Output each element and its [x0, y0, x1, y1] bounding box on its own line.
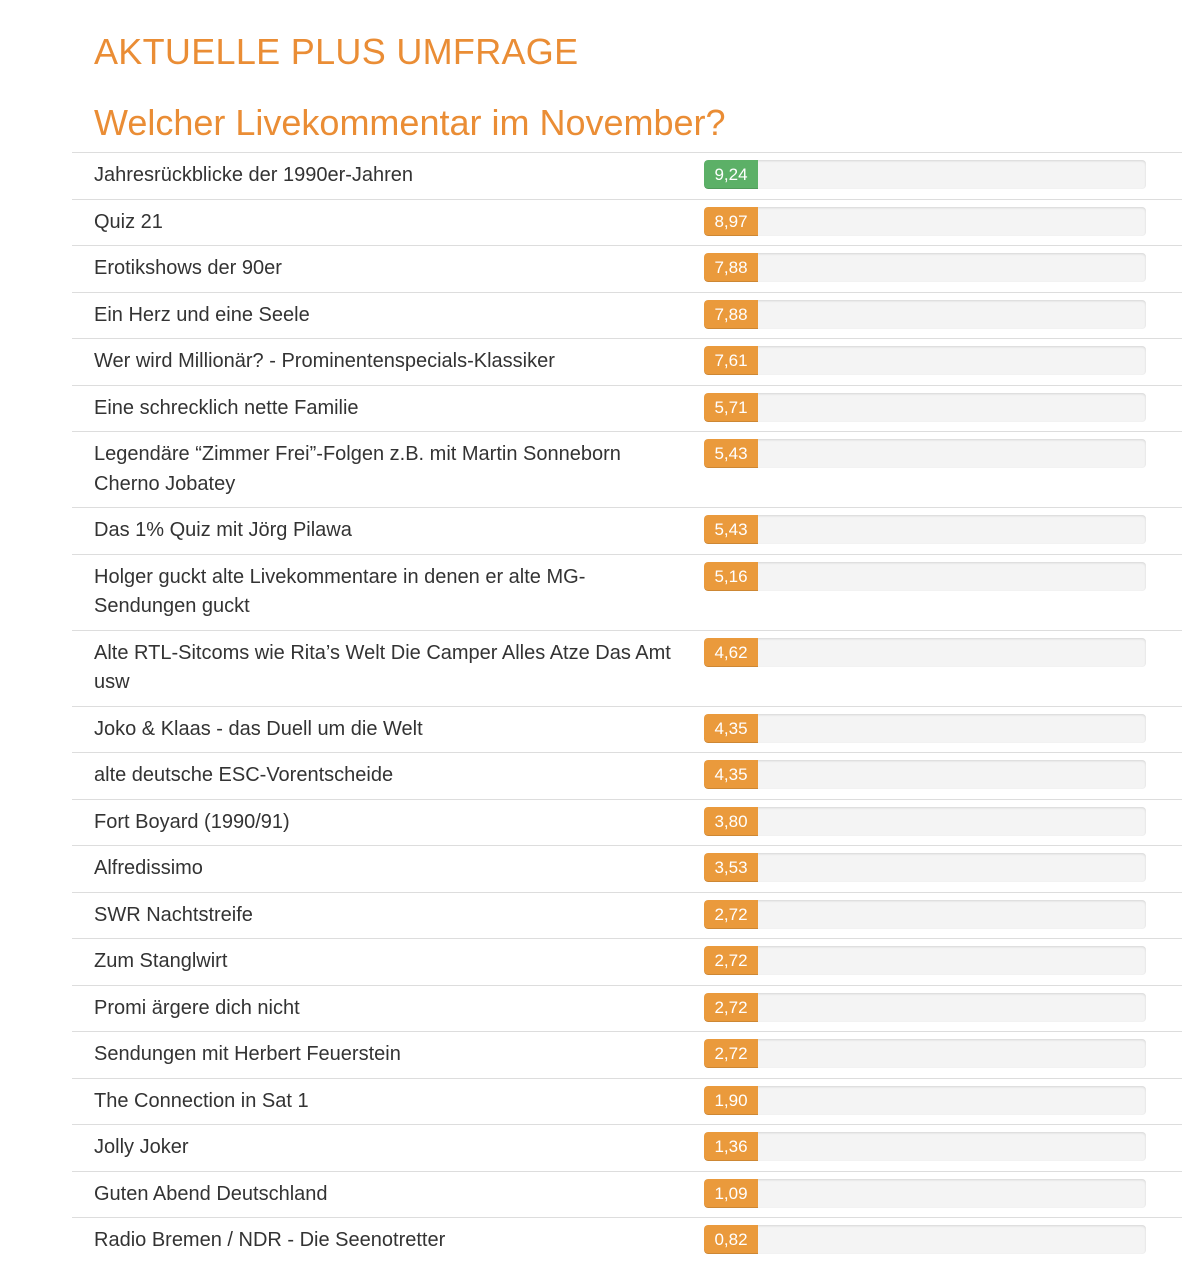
poll-option-row: [72, 892, 1182, 939]
poll-option-row: [72, 799, 1182, 846]
poll-option-label: Alfredissimo: [94, 857, 203, 879]
poll-option-label: Sendungen mit Herbert Feuerstein: [94, 1043, 401, 1065]
progress-bar-track: [704, 439, 1146, 468]
poll-option-row: [72, 339, 1182, 386]
poll-option-label: Zum Stanglwirt: [94, 950, 228, 972]
poll-option-label: Legendäre “Zimmer Frei”-Folgen z.B. mit Martin Sonneborn Cherno Jobatey: [94, 443, 621, 495]
poll-option-row: [72, 153, 1182, 200]
poll-option-percentage: 4,35: [714, 718, 748, 738]
poll-option-bar-cell: [704, 199, 1182, 246]
poll-option-percentage: 4,35: [714, 765, 748, 784]
progress-bar-track: [704, 993, 1146, 1022]
poll-option-row: [72, 385, 1182, 432]
poll-option-row: [72, 554, 1182, 630]
poll-option-row: [72, 508, 1182, 555]
poll-option-row: [72, 292, 1182, 339]
poll-option-row: [72, 630, 1182, 706]
poll-option-bar-cell: [704, 1218, 1182, 1264]
poll-option-bar-cell: [704, 985, 1182, 1032]
progress-bar-track: [704, 1179, 1146, 1208]
progress-bar-track: [704, 638, 1146, 667]
poll-option-bar-cell: [704, 246, 1182, 293]
poll-option-row: [72, 753, 1182, 800]
poll-question: Welcher Livekommentar im November?: [94, 102, 726, 143]
poll-option-percentage: 2,72: [714, 997, 748, 1017]
progress-bar-track: [704, 160, 1146, 189]
poll-option-label: Wer wird Millionär? - Prominentenspecials-Klassiker: [94, 350, 555, 372]
poll-option-row: [72, 1218, 1182, 1264]
poll-option-label: Eine schrecklich nette Familie: [94, 396, 359, 419]
poll-option-row: [72, 432, 1182, 508]
poll-option-label: Erotikshows der 90er: [94, 257, 282, 279]
progress-bar-track: [704, 562, 1146, 591]
poll-option-label: Radio Bremen / NDR - Die Seenotretter: [94, 1229, 446, 1251]
poll-option-row: [72, 939, 1182, 986]
poll-option-row: [72, 1125, 1182, 1172]
progress-bar-track: [704, 1086, 1146, 1115]
poll-option-percentage: 3,53: [714, 858, 748, 877]
poll-results-table: [72, 152, 1182, 1264]
poll-option-percentage: 2,72: [714, 951, 748, 970]
poll-option-bar-cell: [704, 339, 1182, 386]
poll-option-percentage: 5,71: [714, 397, 748, 417]
poll-option-bar-cell: [704, 799, 1182, 846]
progress-bar-track: [704, 946, 1146, 975]
poll-option-percentage: 7,61: [714, 351, 748, 370]
poll-option-percentage: 2,72: [714, 1044, 748, 1063]
poll-option-label: Ein Herz und eine Seele: [94, 303, 310, 326]
poll-option-row: [72, 1078, 1182, 1125]
poll-option-bar-cell: [704, 292, 1182, 339]
poll-option-label: SWR Nachtstreife: [94, 903, 253, 926]
progress-bar-track: [704, 760, 1146, 789]
poll-option-label: Quiz 21: [94, 210, 163, 233]
poll-option-row: [72, 985, 1182, 1032]
poll-option-bar-cell: [704, 1032, 1182, 1079]
poll-option-row: [72, 199, 1182, 246]
progress-bar-track: [704, 1132, 1146, 1161]
poll-option-percentage: 7,88: [714, 304, 748, 324]
poll-option-percentage: 4,62: [714, 642, 748, 662]
poll-option-label: Jolly Joker: [94, 1136, 189, 1158]
poll-option-label: alte deutsche ESC-Vorentscheide: [94, 764, 394, 786]
poll-option-percentage: 1,90: [714, 1090, 748, 1110]
poll-option-bar-cell: [704, 1078, 1182, 1125]
progress-bar-track: [704, 853, 1146, 882]
progress-bar-track: [704, 346, 1146, 375]
poll-option-bar-cell: [704, 508, 1182, 555]
poll-option-row: [72, 706, 1182, 753]
section-title: AKTUELLE PLUS UMFRAGE: [94, 31, 579, 72]
progress-bar-track: [704, 515, 1146, 544]
poll-option-percentage: 5,16: [714, 566, 748, 586]
progress-bar-track: [704, 393, 1146, 422]
poll-option-row: [72, 1032, 1182, 1079]
poll-option-label: Alte RTL-Sitcoms wie Rita’s Welt Die Camper Alles Atze Das Amt usw: [94, 641, 671, 693]
poll-option-percentage: 7,88: [714, 258, 748, 277]
progress-bar-track: [704, 714, 1146, 743]
poll-option-label: Das 1% Quiz mit Jörg Pilawa: [94, 519, 352, 541]
poll-option-percentage: 9,24: [714, 165, 748, 184]
poll-option-percentage: 3,80: [714, 811, 748, 831]
poll-option-bar-cell: [704, 892, 1182, 939]
poll-option-percentage: 5,43: [714, 444, 748, 463]
poll-option-row: [72, 1171, 1182, 1218]
poll-option-label: Guten Abend Deutschland: [94, 1182, 328, 1205]
progress-bar-track: [704, 1225, 1146, 1254]
poll-option-label: Fort Boyard (1990/91): [94, 810, 290, 833]
poll-option-row: [72, 246, 1182, 293]
poll-option-percentage: 0,82: [714, 1230, 748, 1249]
poll-option-label: Joko & Klaas - das Duell um die Welt: [94, 717, 423, 740]
progress-bar-track: [704, 1039, 1146, 1068]
poll-option-percentage: 2,72: [714, 904, 748, 924]
poll-option-bar-cell: [704, 753, 1182, 800]
poll-option-bar-cell: [704, 432, 1182, 508]
progress-bar-track: [704, 900, 1146, 929]
progress-bar-track: [704, 207, 1146, 236]
poll-option-bar-cell: [704, 706, 1182, 753]
poll-option-bar-cell: [704, 1125, 1182, 1172]
poll-option-percentage: 1,09: [714, 1183, 748, 1203]
poll-option-label: Promi ärgere dich nicht: [94, 996, 300, 1019]
poll-option-bar-cell: [704, 1171, 1182, 1218]
poll-option-bar-cell: [704, 846, 1182, 893]
poll-option-label: Jahresrückblicke der 1990er-Jahren: [94, 164, 414, 186]
poll-option-percentage: 5,43: [714, 520, 748, 539]
progress-bar-track: [704, 807, 1146, 836]
poll-option-row: [72, 846, 1182, 893]
poll-results-body: [72, 153, 1182, 1264]
progress-bar-track: [704, 253, 1146, 282]
poll-option-bar-cell: [704, 554, 1182, 630]
progress-bar-track: [704, 300, 1146, 329]
poll-option-bar-cell: [704, 153, 1182, 200]
poll-option-percentage: 8,97: [714, 211, 748, 231]
poll-option-label: Holger guckt alte Livekommentare in denen er alte MG-Sendungen guckt: [94, 565, 586, 617]
poll-option-percentage: 1,36: [714, 1137, 748, 1156]
poll-option-label: The Connection in Sat 1: [94, 1089, 309, 1112]
poll-option-bar-cell: [704, 939, 1182, 986]
poll-option-bar-cell: [704, 630, 1182, 706]
poll-option-bar-cell: [704, 385, 1182, 432]
